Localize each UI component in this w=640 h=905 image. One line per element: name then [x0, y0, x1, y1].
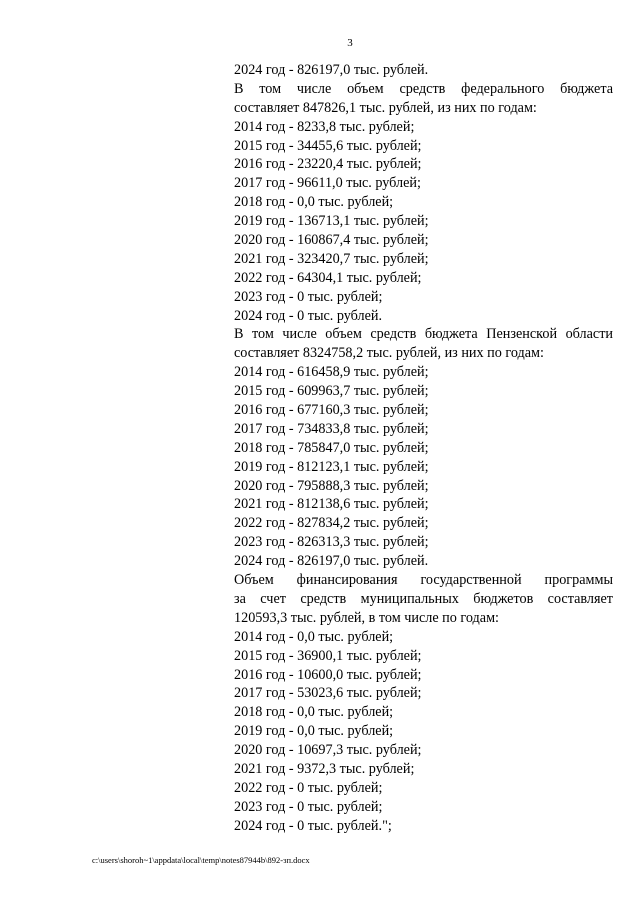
text-line: составляет 847826,1 тыс. рублей, из них по годам: [234, 99, 537, 116]
text-line: 120593,3 тыс. рублей, в том числе по годам: [234, 609, 499, 626]
page-number: 3 [347, 37, 353, 49]
list-item: 2024 год - 0 тыс. рублей."; [234, 817, 392, 834]
list-item: 2016 год - 677160,3 тыс. рублей; [234, 402, 429, 419]
list-item: 2024 год - 826197,0 тыс. рублей. [234, 553, 429, 570]
list-item: 2023 год - 826313,3 тыс. рублей; [234, 534, 429, 551]
list-item: 2021 год - 9372,3 тыс. рублей; [234, 760, 415, 777]
list-item: 2021 год - 323420,7 тыс. рублей; [234, 250, 429, 267]
text-line: Объем финансирования государственной программы [234, 572, 613, 589]
list-item: 2021 год - 812138,6 тыс. рублей; [234, 496, 429, 513]
list-item: 2014 год - 8233,8 тыс. рублей; [234, 118, 415, 135]
list-item: 2024 год - 0 тыс. рублей. [234, 307, 383, 324]
list-item: 2018 год - 785847,0 тыс. рублей; [234, 439, 429, 456]
document-body [234, 61, 613, 836]
list-item: 2023 год - 0 тыс. рублей; [234, 288, 383, 305]
list-item: 2018 год - 0,0 тыс. рублей; [234, 704, 394, 721]
list-item: 2017 год - 96611,0 тыс. рублей; [234, 175, 421, 192]
list-item: 2015 год - 34455,6 тыс. рублей; [234, 137, 422, 154]
text-line: В том числе объем средств бюджета Пензенской области [234, 326, 613, 343]
list-item: 2015 год - 609963,7 тыс. рублей; [234, 383, 429, 400]
list-item: 2019 год - 812123,1 тыс. рублей; [234, 458, 429, 475]
regional-budget-paragraph [234, 325, 613, 363]
text-line: составляет 8324758,2 тыс. рублей, из них по годам: [234, 345, 544, 362]
list-item: 2020 год - 10697,3 тыс. рублей; [234, 742, 422, 759]
list-item: 2019 год - 0,0 тыс. рублей; [234, 723, 394, 740]
federal-budget-paragraph [234, 80, 613, 118]
list-item: 2018 год - 0,0 тыс. рублей; [234, 194, 394, 211]
list-item: 2014 год - 616458,9 тыс. рублей; [234, 364, 429, 381]
federal-years-list [234, 118, 613, 326]
list-item: 2015 год - 36900,1 тыс. рублей; [234, 647, 422, 664]
municipal-budget-paragraph [234, 571, 613, 628]
list-item: 2020 год - 160867,4 тыс. рублей; [234, 232, 429, 249]
list-item: 2020 год - 795888,3 тыс. рублей; [234, 477, 429, 494]
list-item: 2019 год - 136713,1 тыс. рублей; [234, 213, 429, 230]
list-item: 2023 год - 0 тыс. рублей; [234, 798, 383, 815]
list-item: 2014 год - 0,0 тыс. рублей; [234, 628, 394, 645]
list-item: 2017 год - 53023,6 тыс. рублей; [234, 685, 422, 702]
list-item: 2022 год - 64304,1 тыс. рублей; [234, 269, 422, 286]
list-item: 2022 год - 827834,2 тыс. рублей; [234, 515, 429, 532]
list-item: 2016 год - 10600,0 тыс. рублей; [234, 666, 422, 683]
text-line: В том числе объем средств федерального бюджета [234, 80, 613, 97]
list-item: 2016 год - 23220,4 тыс. рублей; [234, 156, 422, 173]
regional-years-list [234, 363, 613, 571]
list-item: 2022 год - 0 тыс. рублей; [234, 779, 383, 796]
list-item: 2017 год - 734833,8 тыс. рублей; [234, 420, 429, 437]
footer-file-path: c:\users\shoroh~1\appdata\local\temp\notes87944b\892-зп.docx [92, 855, 310, 865]
municipal-years-list [234, 628, 613, 836]
text-line: 2024 год - 826197,0 тыс. рублей. [234, 62, 429, 78]
text-line: за счет средств муниципальных бюджетов составляет [234, 590, 613, 607]
